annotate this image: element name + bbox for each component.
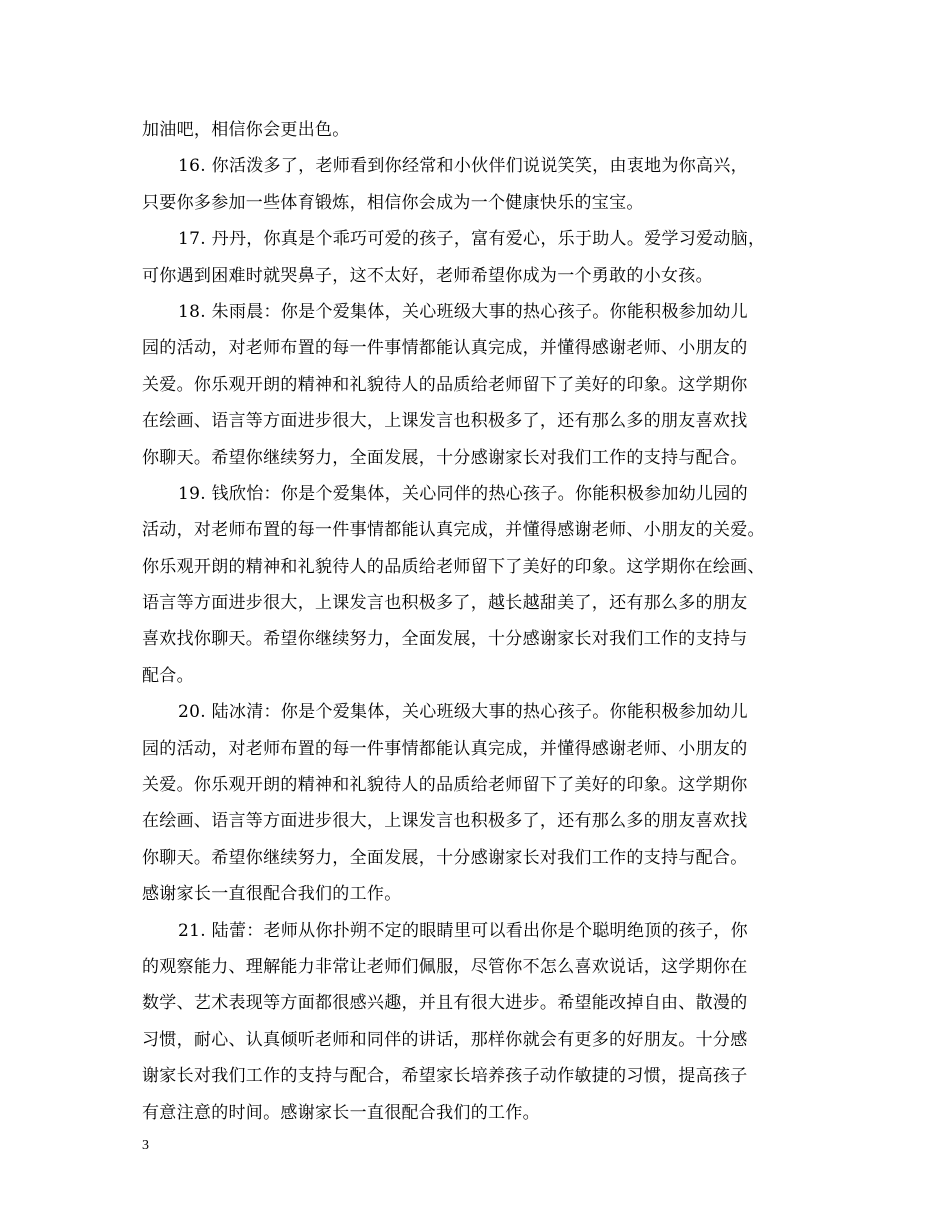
paragraph-first-line: 20. 陆冰清：你是个爱集体，关心班级大事的热心孩子。你能积极参加幼儿 xyxy=(178,702,748,723)
paragraph-line: 加油吧，相信你会更出色。 xyxy=(142,120,350,140)
paragraph-line: 活动，对老师布置的每一件事情都能认真完成，并懂得感谢老师、小朋友的关爱。 xyxy=(142,520,765,541)
paragraph-line: 在绘画、语言等方面进步很大，上课发言也积极多了，还有那么多的朋友喜欢找 xyxy=(142,811,748,832)
paragraph-line: 只要你多参加一些体育锻炼，相信你会成为一个健康快乐的宝宝。 xyxy=(142,192,644,213)
paragraph-first-line: 16. 你活泼多了，老师看到你经常和小伙伴们说说笑笑，由衷地为你高兴， xyxy=(178,156,748,177)
paragraph-line: 你聊天。希望你继续努力，全面发展，十分感谢家长对我们工作的支持与配合。 xyxy=(142,447,748,468)
paragraph-line: 你聊天。希望你继续努力，全面发展，十分感谢家长对我们工作的支持与配合。 xyxy=(142,847,748,868)
paragraph-line: 的观察能力、理解能力非常让老师们佩服，尽管你不怎么喜欢说话，这学期你在 xyxy=(142,956,748,977)
paragraph-line: 你乐观开朗的精神和礼貌待人的品质给老师留下了美好的印象。这学期你在绘画、 xyxy=(142,556,765,577)
paragraph-first-line: 19. 钱欣怡：你是个爱集体，关心同伴的热心孩子。你能积极参加幼儿园的 xyxy=(178,483,748,504)
paragraph-line: 园的活动，对老师布置的每一件事情都能认真完成，并懂得感谢老师、小朋友的 xyxy=(142,338,748,359)
paragraph-line: 喜欢找你聊天。希望你继续努力，全面发展，十分感谢家长对我们工作的支持与 xyxy=(142,629,748,650)
paragraph-line: 配合。 xyxy=(142,665,194,686)
paragraph-line: 语言等方面进步很大，上课发言也积极多了，越长越甜美了，还有那么多的朋友 xyxy=(142,593,748,614)
paragraph-first-line: 18. 朱雨晨：你是个爱集体，关心班级大事的热心孩子。你能积极参加幼儿 xyxy=(178,301,748,322)
paragraph-line: 谢家长对我们工作的支持与配合，希望家长培养孩子动作敏捷的习惯，提高孩子 xyxy=(142,1066,748,1087)
paragraph-line: 园的活动，对老师布置的每一件事情都能认真完成，并懂得感谢老师、小朋友的 xyxy=(142,738,748,759)
document-body xyxy=(142,112,810,1131)
paragraph-line: 数学、艺术表现等方面都很感兴趣，并且有很大进步。希望能改掉自由、散漫的 xyxy=(142,993,748,1014)
paragraph-line: 感谢家长一直很配合我们的工作。 xyxy=(142,884,402,905)
paragraph-line: 可你遇到困难时就哭鼻子，这不太好，老师希望你成为一个勇敢的小女孩。 xyxy=(142,265,713,286)
paragraph-line: 有意注意的时间。感谢家长一直很配合我们的工作。 xyxy=(142,1102,540,1123)
page-number: 3 xyxy=(142,1138,149,1153)
paragraph-line: 在绘画、语言等方面进步很大，上课发言也积极多了，还有那么多的朋友喜欢找 xyxy=(142,411,748,432)
paragraph-first-line: 17. 丹丹，你真是个乖巧可爱的孩子，富有爱心，乐于助人。爱学习爱动脑， xyxy=(178,229,766,250)
paragraph-line: 习惯，耐心、认真倾听老师和同伴的讲话，那样你就会有更多的好朋友。十分感 xyxy=(142,1029,748,1050)
paragraph-line: 关爱。你乐观开朗的精神和礼貌待人的品质给老师留下了美好的印象。这学期你 xyxy=(142,374,748,395)
paragraph-first-line: 21. 陆蕾：老师从你扑朔不定的眼睛里可以看出你是个聪明绝顶的孩子，你 xyxy=(178,920,748,941)
paragraph-line: 关爱。你乐观开朗的精神和礼貌待人的品质给老师留下了美好的印象。这学期你 xyxy=(142,775,748,796)
